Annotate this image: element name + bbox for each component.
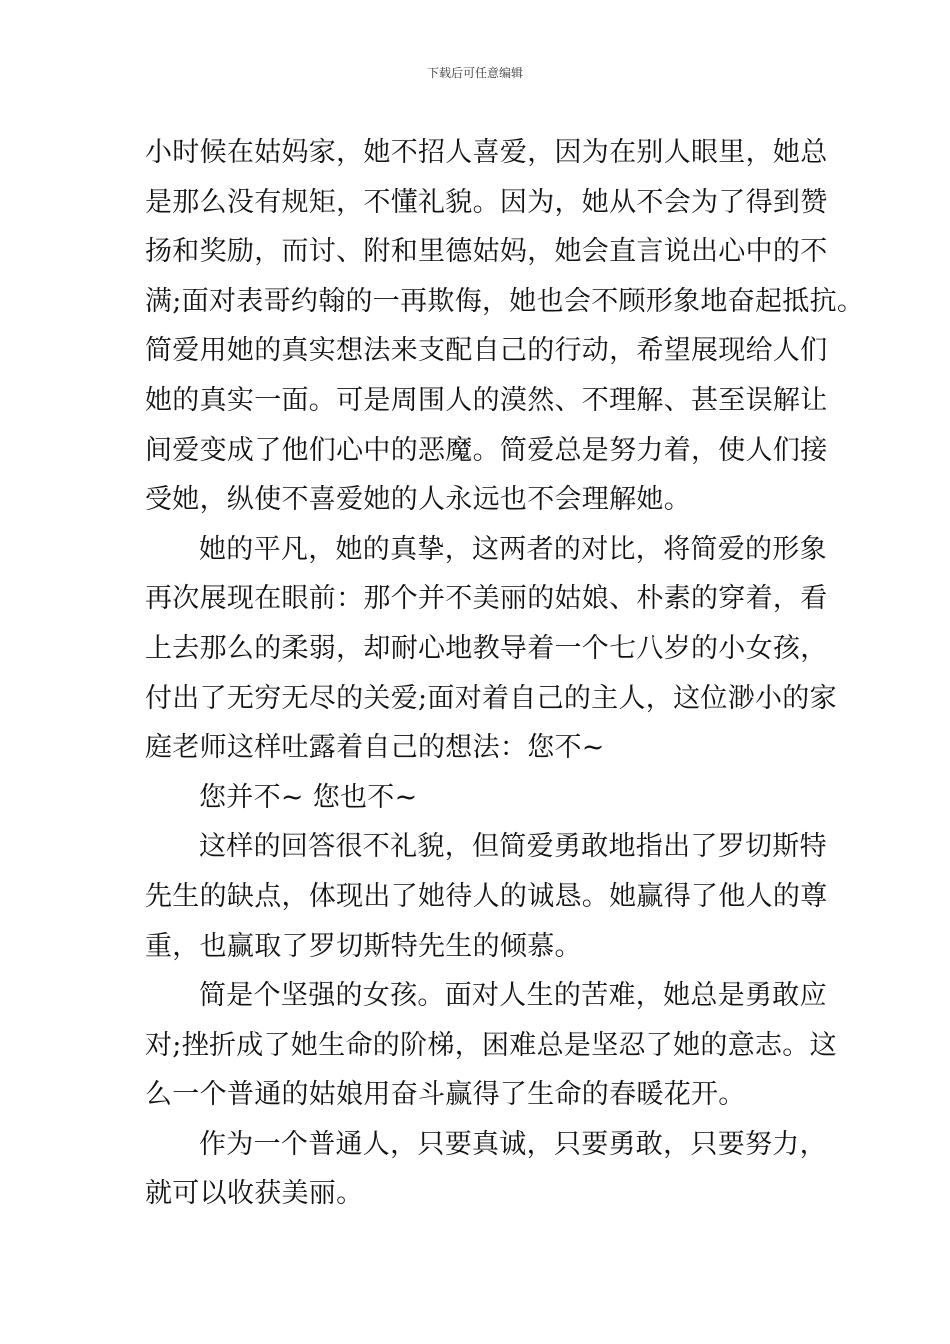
- paragraph-5: [145, 971, 837, 1120]
- text-line: 就可以收获美丽。: [145, 1178, 364, 1210]
- text-line: 上去那么的柔弱，却耐心地教导着一个七八岁的小女孩，: [145, 632, 828, 664]
- text-line: 重，也赢取了罗切斯特先生的倾慕。: [145, 930, 582, 962]
- paragraph-1: [145, 128, 865, 525]
- text-line: 她的平凡，她的真挚，这两者的对比，将简爱的形象: [199, 533, 827, 565]
- text-line: 扬和奖励，而讨、附和里德姑妈，她会直言说出心中的不: [145, 236, 828, 268]
- text-line: 间爱变成了他们心中的恶魔。简爱总是努力着，使人们接: [145, 434, 828, 466]
- text-line: 简爱用她的真实想法来支配自己的行动，希望展现给人们: [145, 335, 828, 367]
- text-line: 受她，纵使不喜爱她的人永远也不会理解她。: [145, 484, 691, 516]
- paragraph-3: [145, 773, 815, 823]
- text-line: 小时候在姑妈家，她不招人喜爱，因为在别人眼里，她总: [145, 137, 828, 168]
- document-body: [145, 128, 865, 1219]
- text-line: 先生的缺点，体现出了她待人的诚恳。她赢得了他人的尊: [145, 880, 828, 912]
- text-line: 是那么没有规矩，不懂礼貌。因为，她从不会为了得到赞: [145, 186, 828, 218]
- paragraph-4: [145, 822, 828, 971]
- text-line: 简是个坚强的女孩。面对人生的苦难，她总是勇敢应: [199, 980, 827, 1012]
- paragraph-6: [145, 1120, 827, 1219]
- paragraph-2: [145, 525, 837, 773]
- text-line: 么一个普通的姑娘用奋斗赢得了生命的春暖花开。: [145, 1079, 746, 1111]
- text-line: 庭老师这样吐露着自己的想法：您不~: [145, 732, 605, 764]
- text-line: 再次展现在眼前：那个并不美丽的姑娘、朴素的穿着，看: [145, 583, 828, 615]
- text-line: 满;面对表哥约翰的一再欺侮，她也会不顾形象地奋起抵抗。: [145, 285, 865, 317]
- text-line: 这样的回答很不礼貌，但简爱勇敢地指出了罗切斯特: [199, 831, 827, 863]
- text-line: 她的真实一面。可是周围人的漠然、不理解、甚至误解让: [145, 384, 828, 416]
- text-line: 作为一个普通人，只要真诚，只要勇敢，只要努力，: [199, 1128, 827, 1160]
- text-line: 您并不~ 您也不~: [199, 781, 418, 813]
- page-header: 下载后可任意编辑: [426, 66, 523, 80]
- text-line: 对;挫折成了她生命的阶梯，困难总是坚忍了她的意志。这: [145, 1029, 837, 1061]
- text-line: 付出了无穷无尽的关爱;面对着自己的主人，这位渺小的家: [145, 682, 837, 714]
